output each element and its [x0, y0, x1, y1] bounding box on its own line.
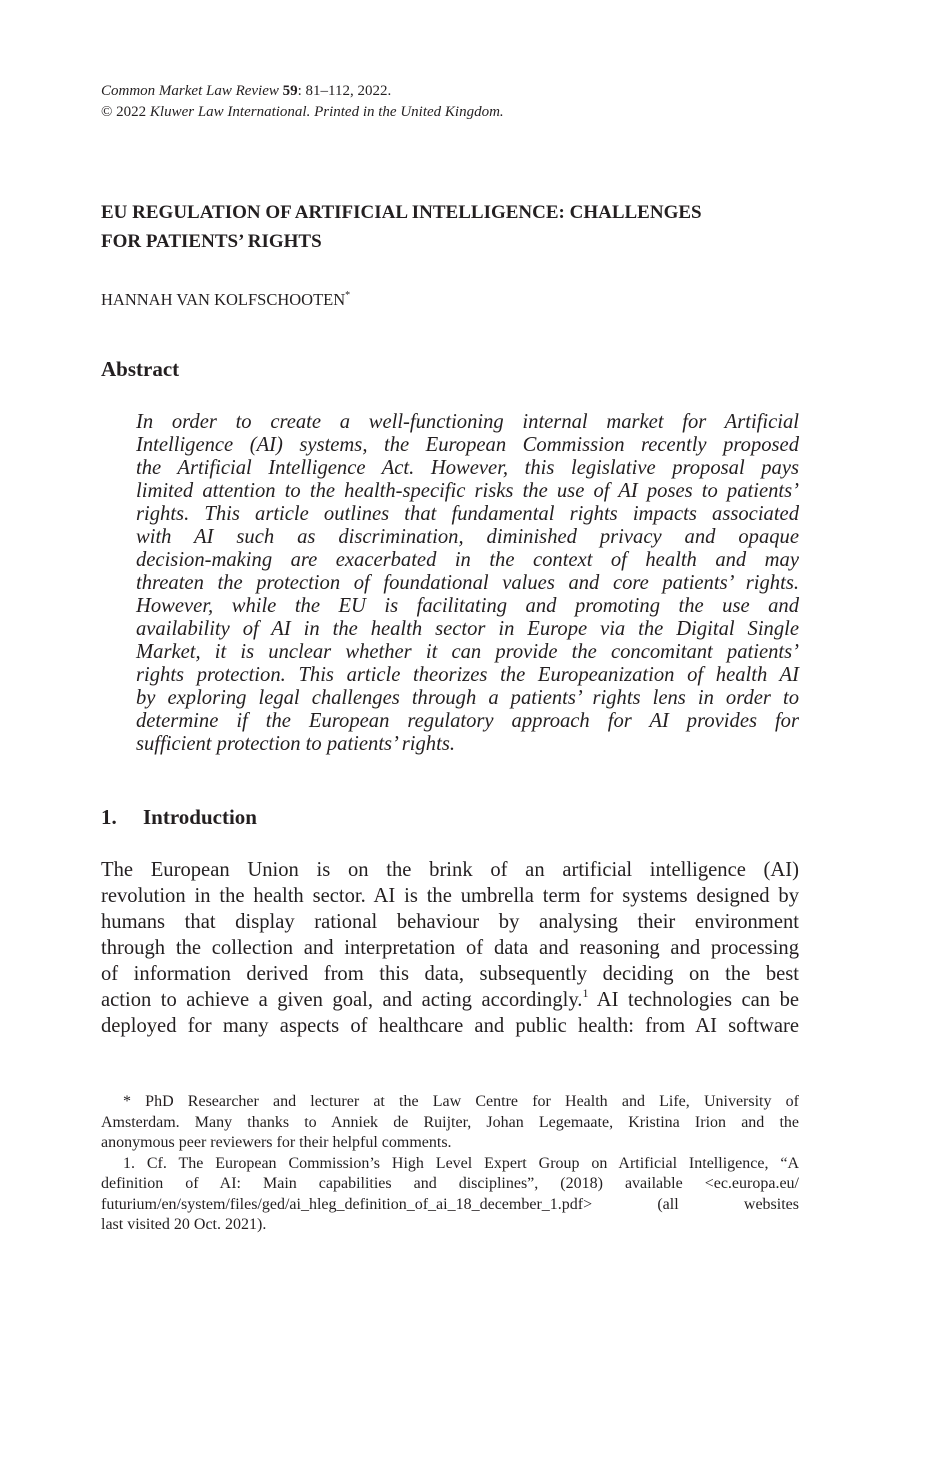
- body-line: of information derived from this data, subsequently deciding on the best: [101, 963, 799, 985]
- abstract-line: Market, it is unclear whether it can provide the concomitant patients’: [136, 641, 799, 663]
- abstract-line: In order to create a well-functioning internal market for Artificial: [136, 411, 799, 433]
- journal-pages: : 81–112, 2022.: [297, 83, 392, 99]
- abstract-body: [136, 411, 799, 756]
- abstract-line: Intelligence (AI) systems, the European Commission recently proposed: [136, 434, 799, 456]
- body-text: AI technologies can be: [588, 989, 800, 1011]
- body-line: [101, 987, 799, 1013]
- journal-header: [101, 81, 799, 123]
- body-line: revolution in the health sector. AI is the umbrella term for systems designed by: [101, 885, 799, 907]
- abstract-line: by exploring legal challenges through a patients’ rights lens in order to: [136, 687, 799, 709]
- footnote-star-line: * PhD Researcher and lecturer at the Law Centre for Health and Life, University of: [123, 1093, 799, 1110]
- footnotes: [101, 1092, 799, 1236]
- author-name: HANNAH VAN KOLFSCHOOTEN: [101, 290, 346, 309]
- section-heading: [101, 805, 257, 830]
- body-line: The European Union is on the brink of an artificial intelligence (AI): [101, 859, 799, 881]
- abstract-line: with AI such as discrimination, diminished privacy and opaque: [136, 526, 799, 548]
- footnote-1-line: definition of AI: Main capabilities and disciplines”, (2018) available <ec.europa.eu/: [101, 1175, 799, 1192]
- journal-citation: [101, 81, 799, 102]
- footnote-star-line: Amsterdam. Many thanks to Anniek de Ruijter, Johan Legemaate, Kristina Irion and the: [101, 1113, 799, 1131]
- abstract-line: However, while the EU is facilitating and promoting the use and: [136, 595, 799, 617]
- abstract-line: limited attention to the health-specific risks the use of AI poses to patients’: [136, 480, 799, 502]
- abstract-line: sufficient protection to patients’ rights.: [136, 733, 455, 755]
- footnote-1-line: 1. Cf. The European Commission’s High Level Expert Group on Artificial Intelligence, “A: [123, 1154, 799, 1172]
- journal-volume: 59: [282, 83, 298, 99]
- footnote-star-line: anonymous peer reviewers for their helpful comments.: [101, 1134, 452, 1151]
- introduction-body: [101, 857, 799, 1039]
- author-footnote-marker[interactable]: *: [345, 290, 351, 301]
- abstract-line: availability of AI in the health sector in Europe via the Digital Single: [136, 618, 799, 640]
- section-title: Introduction: [143, 805, 257, 829]
- footnote-1-line: futurium/en/system/files/ged/ai_hleg_definition_of_ai_18_december_1.pdf> (all websites: [101, 1195, 799, 1213]
- title-line: FOR PATIENTS’ RIGHTS: [101, 231, 322, 252]
- abstract-line: threaten the protection of foundational values and core patients’ rights.: [136, 572, 799, 594]
- article-title: [101, 198, 799, 256]
- abstract-line: determine if the European regulatory approach for AI provides for: [136, 710, 799, 732]
- abstract-line: rights. This article outlines that fundamental rights impacts associated: [136, 503, 799, 525]
- publisher-note: Kluwer Law International. Printed in the United Kingdom.: [149, 104, 504, 120]
- copyright-year: © 2022: [101, 104, 147, 120]
- footnote-ref-1[interactable]: 1: [582, 986, 589, 1000]
- title-line: EU REGULATION OF ARTIFICIAL INTELLIGENCE: CHALLENGES: [101, 202, 702, 223]
- body-line: deployed for many aspects of healthcare and public health: from AI software: [101, 1015, 799, 1037]
- abstract-line: decision-making are exacerbated in the context of health and may: [136, 549, 799, 571]
- abstract-line: rights protection. This article theorizes the Europeanization of health AI: [136, 664, 799, 686]
- section-number: 1.: [101, 805, 117, 829]
- journal-name: Common Market Law Review: [101, 83, 279, 99]
- author-byline: [101, 290, 350, 310]
- body-text: action to achieve a given goal, and acting accordingly.: [101, 989, 583, 1011]
- copyright-line: [101, 102, 799, 123]
- abstract-line: the Artificial Intelligence Act. However, this legislative proposal pays: [136, 457, 799, 479]
- abstract-heading: Abstract: [101, 357, 180, 381]
- footnote-1-line: last visited 20 Oct. 2021).: [101, 1216, 267, 1233]
- body-line: humans that display rational behaviour by analysing their environment: [101, 911, 799, 933]
- body-line: through the collection and interpretation of data and reasoning and processing: [101, 937, 799, 959]
